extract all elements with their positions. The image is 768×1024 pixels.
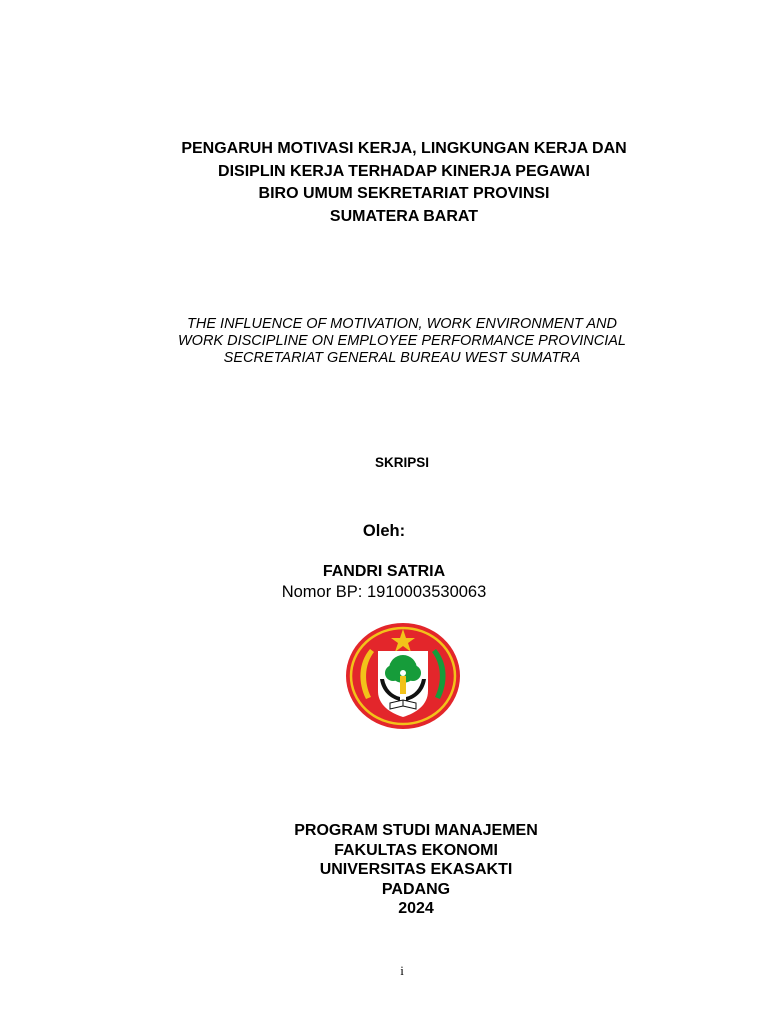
title-line-4: SUMATERA BARAT bbox=[329, 207, 479, 225]
by-label: Oleh: bbox=[362, 522, 406, 540]
title-line-1: PENGARUH MOTIVASI KERJA, LINGKUNGAN KERJA DAN bbox=[181, 140, 627, 157]
university-emblem-icon bbox=[344, 621, 462, 731]
thesis-title bbox=[40, 138, 768, 228]
document-type: SKRIPSI bbox=[374, 455, 429, 470]
year: 2024 bbox=[398, 900, 434, 917]
student-id: Nomor BP: 1910003530063 bbox=[281, 583, 487, 601]
english-title-line-3: SECRETARIAT GENERAL BUREAU WEST SUMATRA bbox=[223, 350, 581, 366]
english-title bbox=[40, 316, 764, 367]
title-line-3: BIRO UMUM SEKRETARIAT PROVINSI bbox=[258, 185, 550, 202]
author-name: FANDRI SATRIA bbox=[322, 563, 446, 580]
university: UNIVERSITAS EKASAKTI bbox=[319, 861, 513, 878]
page-number: i bbox=[400, 963, 404, 978]
city: PADANG bbox=[381, 880, 451, 898]
institution bbox=[32, 821, 768, 919]
english-title-line-1: THE INFLUENCE OF MOTIVATION, WORK ENVIRONMENT AND bbox=[187, 316, 617, 332]
study-program: PROGRAM STUDI MANAJEMEN bbox=[294, 822, 538, 839]
faculty: FAKULTAS EKONOMI bbox=[334, 841, 498, 859]
title-line-2: DISIPLIN KERJA TERHADAP KINERJA PEGAWAI bbox=[218, 162, 590, 180]
english-title-line-2: WORK DISCIPLINE ON EMPLOYEE PERFORMANCE PROVINCIAL bbox=[178, 333, 626, 349]
